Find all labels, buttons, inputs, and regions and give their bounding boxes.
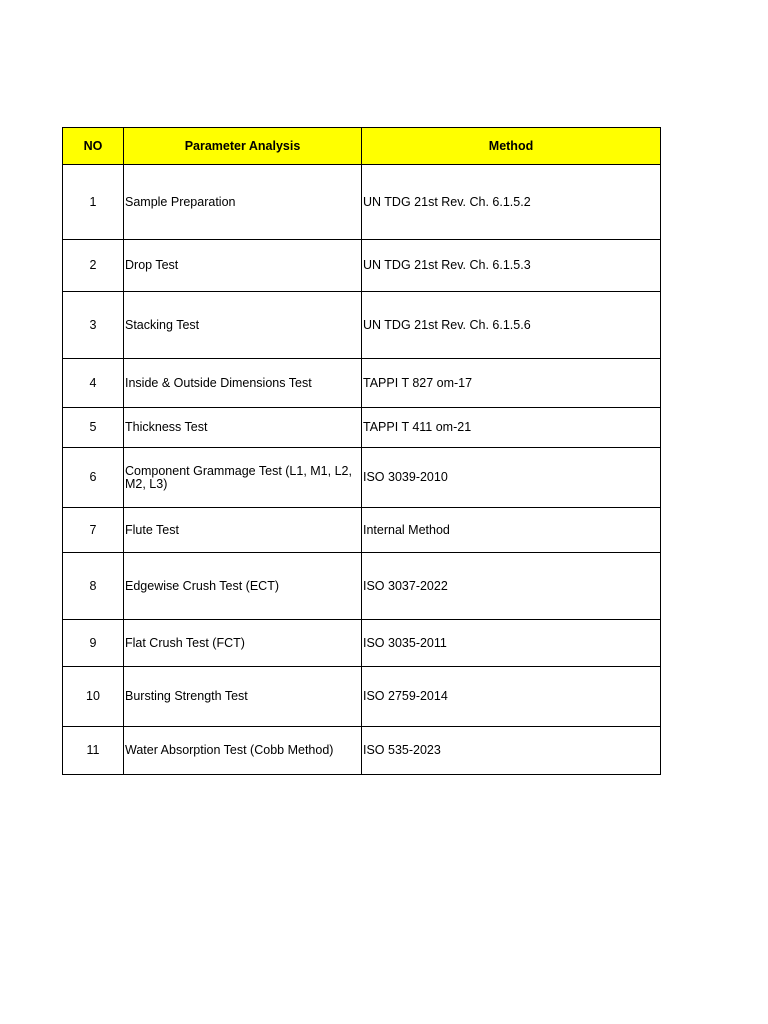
table-header — [63, 128, 661, 165]
table-row — [63, 553, 661, 620]
method-cell: ISO 535-2023 — [362, 727, 661, 775]
row-number-cell: 2 — [63, 240, 124, 292]
row-number-cell: 1 — [63, 165, 124, 240]
parameter-cell: Inside & Outside Dimensions Test — [124, 359, 362, 408]
row-number-cell: 4 — [63, 359, 124, 408]
parameter-cell: Component Grammage Test (L1, M1, L2, M2, L3) — [124, 448, 362, 508]
table-row — [63, 240, 661, 292]
table-row — [63, 165, 661, 240]
parameter-cell: Flat Crush Test (FCT) — [124, 620, 362, 667]
method-cell: UN TDG 21st Rev. Ch. 6.1.5.3 — [362, 240, 661, 292]
table-row — [63, 408, 661, 448]
row-number-cell: 11 — [63, 727, 124, 775]
row-number-cell: 9 — [63, 620, 124, 667]
parameter-cell: Thickness Test — [124, 408, 362, 448]
parameter-cell: Stacking Test — [124, 292, 362, 359]
parameter-cell: Flute Test — [124, 508, 362, 553]
row-number-cell: 3 — [63, 292, 124, 359]
method-cell: ISO 3039-2010 — [362, 448, 661, 508]
header-no: NO — [63, 128, 124, 165]
table-body — [63, 165, 661, 775]
method-cell: ISO 3037-2022 — [362, 553, 661, 620]
table-row — [63, 359, 661, 408]
row-number-cell: 10 — [63, 667, 124, 727]
table-row — [63, 292, 661, 359]
table-row — [63, 667, 661, 727]
method-cell: ISO 2759-2014 — [362, 667, 661, 727]
table-row — [63, 727, 661, 775]
header-parameter-analysis: Parameter Analysis — [124, 128, 362, 165]
row-number-cell: 7 — [63, 508, 124, 553]
method-cell: UN TDG 21st Rev. Ch. 6.1.5.2 — [362, 165, 661, 240]
method-cell: ISO 3035-2011 — [362, 620, 661, 667]
row-number-cell: 6 — [63, 448, 124, 508]
parameter-cell: Sample Preparation — [124, 165, 362, 240]
parameter-method-table — [62, 127, 661, 775]
method-cell: TAPPI T 411 om-21 — [362, 408, 661, 448]
table-row — [63, 620, 661, 667]
method-cell: UN TDG 21st Rev. Ch. 6.1.5.6 — [362, 292, 661, 359]
parameter-cell: Edgewise Crush Test (ECT) — [124, 553, 362, 620]
parameter-cell: Bursting Strength Test — [124, 667, 362, 727]
method-cell: Internal Method — [362, 508, 661, 553]
table-row — [63, 508, 661, 553]
method-cell: TAPPI T 827 om-17 — [362, 359, 661, 408]
header-row — [63, 128, 661, 165]
row-number-cell: 5 — [63, 408, 124, 448]
parameter-cell: Water Absorption Test (Cobb Method) — [124, 727, 362, 775]
row-number-cell: 8 — [63, 553, 124, 620]
table-row — [63, 448, 661, 508]
header-method: Method — [362, 128, 661, 165]
parameter-cell: Drop Test — [124, 240, 362, 292]
